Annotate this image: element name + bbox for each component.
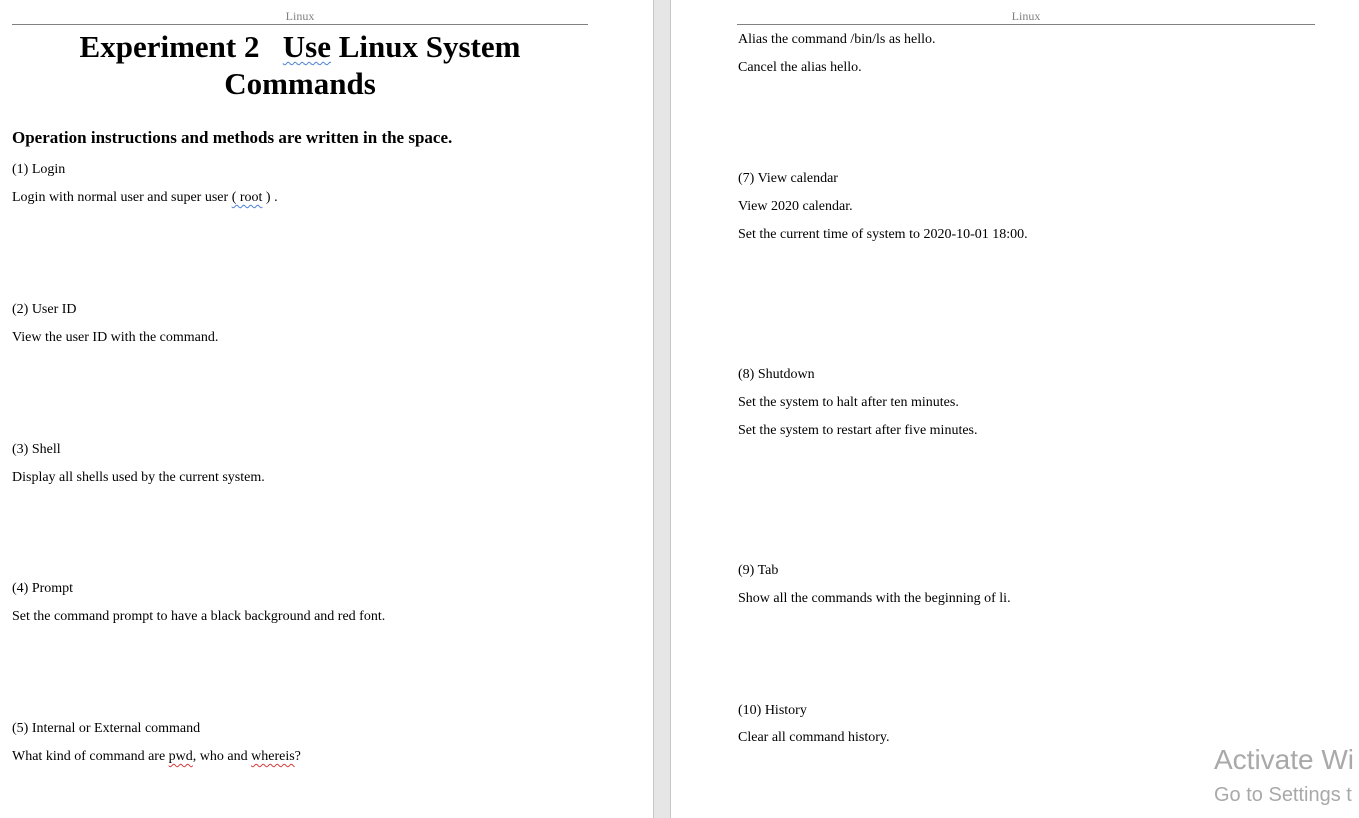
ie-text-end: ? xyxy=(294,749,301,764)
activate-windows-settings-hint: Go to Settings t xyxy=(1214,784,1352,806)
login-text-start: Login with normal user and super user xyxy=(12,190,232,205)
ie-text-pwd: pwd xyxy=(168,749,193,764)
ie-text-start: What kind of command are xyxy=(12,749,169,764)
shutdown-text-1[interactable]: Set the system to halt after ten minutes. xyxy=(738,395,959,410)
instructions-subheading[interactable]: Operation instructions and methods are written in the space. xyxy=(12,128,453,147)
right-header-rule xyxy=(737,24,1315,25)
title-line2: Commands xyxy=(224,66,376,101)
calendar-text-1[interactable]: View 2020 calendar. xyxy=(738,199,853,214)
section-prompt-heading[interactable]: (4) Prompt xyxy=(12,581,74,596)
alias-text-2[interactable]: Cancel the alias hello. xyxy=(738,60,862,75)
history-text-1[interactable]: Clear all command history. xyxy=(738,730,890,745)
section-user-id-text[interactable]: View the user ID with the command. xyxy=(12,330,219,345)
section-shell-heading[interactable]: (3) Shell xyxy=(12,442,61,457)
section-login-text[interactable] xyxy=(12,189,278,207)
ie-text-whereis: whereis xyxy=(251,749,295,764)
left-page-header: Linux xyxy=(285,9,315,23)
tab-text-1[interactable]: Show all the commands with the beginning of li. xyxy=(738,591,1011,606)
alias-text-1[interactable]: Alias the command /bin/ls as hello. xyxy=(738,32,936,47)
section-shutdown-heading[interactable]: (8) Shutdown xyxy=(738,367,815,382)
section-shell-text[interactable]: Display all shells used by the current system. xyxy=(12,470,265,485)
shutdown-text-2[interactable]: Set the system to restart after five minutes. xyxy=(738,423,978,438)
right-page xyxy=(671,0,1359,818)
login-text-root: ( root xyxy=(231,190,263,205)
section-user-id-heading[interactable]: (2) User ID xyxy=(12,302,77,317)
right-page-header: Linux xyxy=(1011,9,1041,23)
page-gutter xyxy=(653,0,671,818)
section-internal-external-text[interactable] xyxy=(12,748,301,766)
title-part-use: Use xyxy=(282,29,331,64)
section-calendar-heading[interactable]: (7) View calendar xyxy=(738,171,838,186)
ie-text-middle: , who and xyxy=(192,749,252,764)
calendar-text-2[interactable]: Set the current time of system to 2020-10-01 18:00. xyxy=(738,227,1028,242)
title-part-linux-system: Linux System xyxy=(330,29,521,64)
title-part-experiment: Experiment 2 xyxy=(79,29,260,64)
section-prompt-text[interactable]: Set the command prompt to have a black background and red font. xyxy=(12,609,386,624)
page-title[interactable] xyxy=(12,28,588,102)
section-internal-external-heading[interactable]: (5) Internal or External command xyxy=(12,721,201,736)
left-header-rule xyxy=(12,24,588,25)
title-line1 xyxy=(80,29,521,64)
login-text-end: ) . xyxy=(262,190,278,205)
section-history-heading[interactable]: (10) History xyxy=(738,703,807,718)
activate-windows-watermark: Activate Wi xyxy=(1214,744,1355,775)
section-login-heading[interactable]: (1) Login xyxy=(12,162,66,177)
left-page xyxy=(0,0,653,818)
section-tab-heading[interactable]: (9) Tab xyxy=(738,563,779,578)
